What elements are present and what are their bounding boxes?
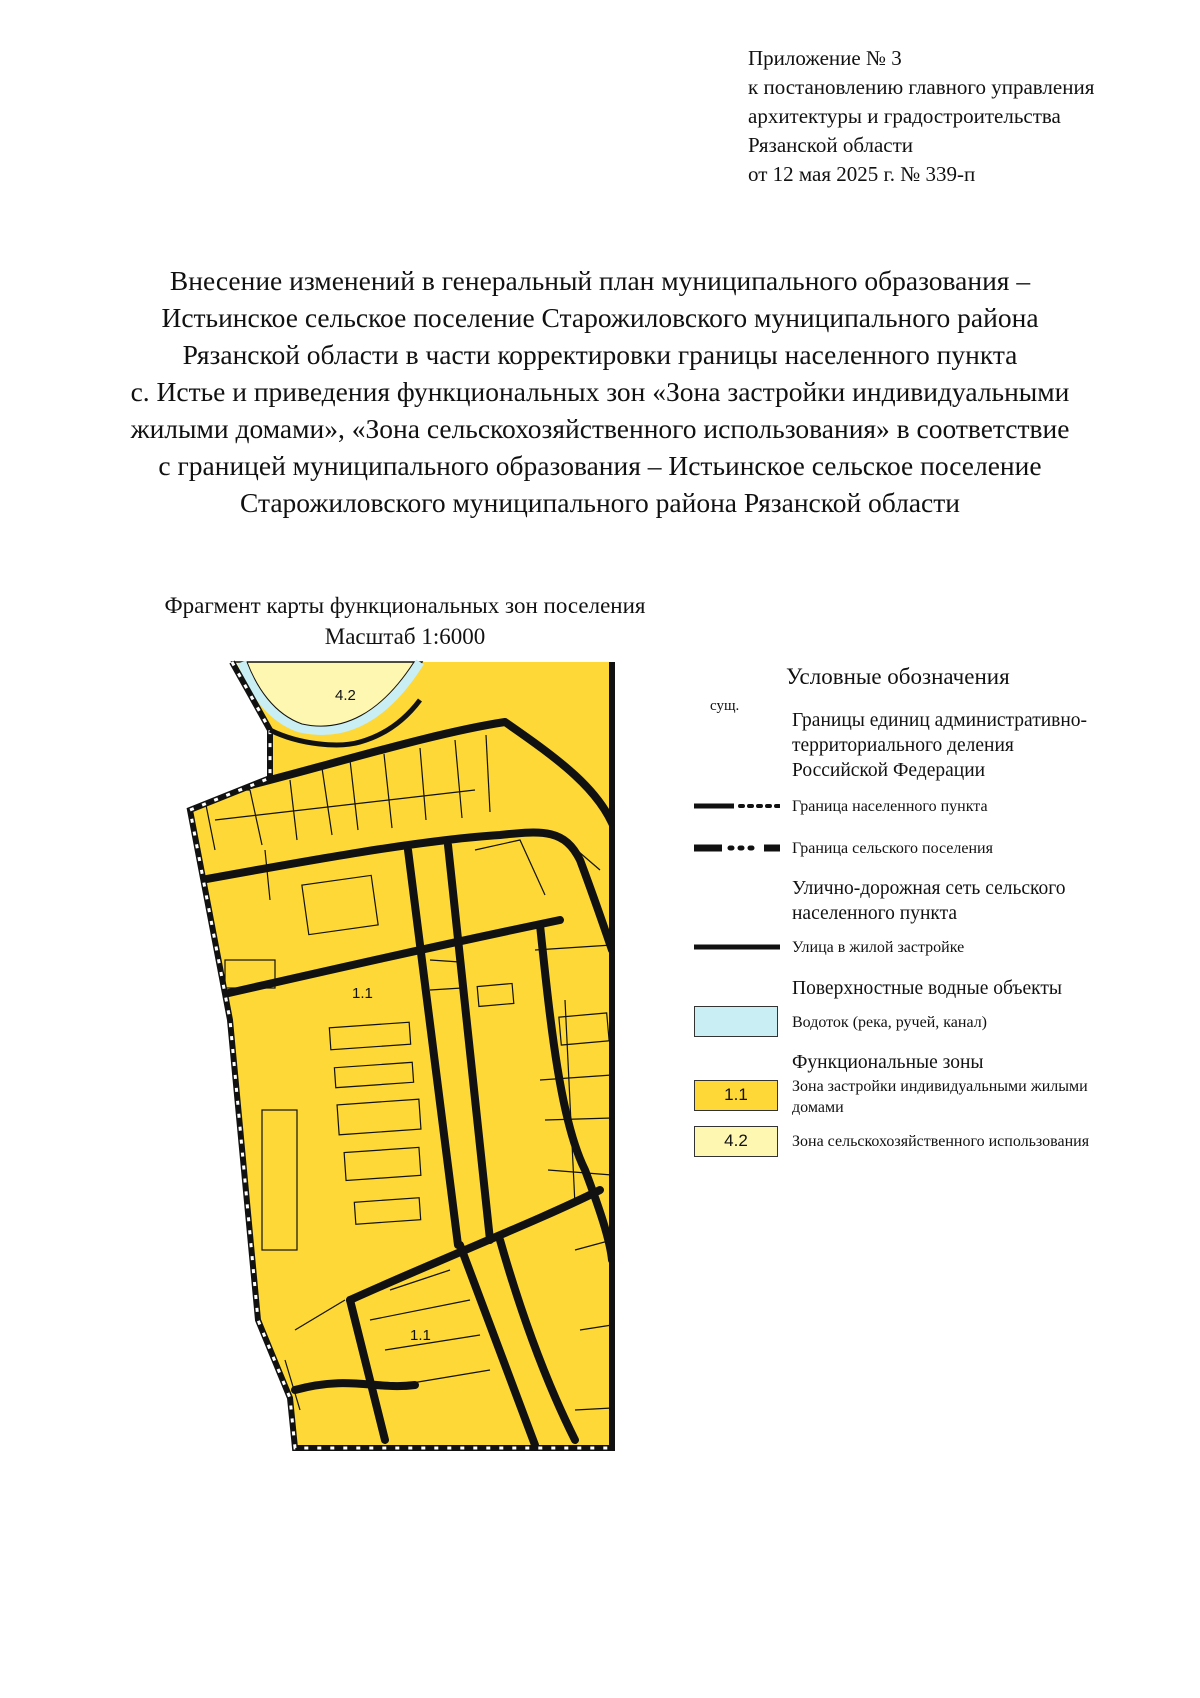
legend-item-line: Зона застройки индивидуальными жилыми bbox=[792, 1078, 1088, 1095]
legend-zone-residential bbox=[792, 1076, 1088, 1118]
legend-watercourse: Водоток (река, ручей, канал) bbox=[792, 1014, 988, 1031]
zone-label-agri: 4.2 bbox=[335, 687, 356, 704]
legend-title: Условные обозначения bbox=[786, 664, 1010, 689]
legend-heading-line: Российской Федерации bbox=[792, 760, 986, 781]
zone-residential-swatch: 1.1 bbox=[694, 1080, 778, 1111]
title-line: Истьинское сельское поселение Старожиловского муниципального района bbox=[161, 302, 1039, 333]
appendix-region: Рязанской области bbox=[748, 133, 914, 157]
appendix-authority: архитектуры и градостроительства bbox=[748, 104, 1061, 128]
legend-road-heading bbox=[792, 876, 1066, 926]
legend-zones-heading: Функциональные зоны bbox=[792, 1052, 984, 1073]
title-line: Внесение изменений в генеральный план муниципального образования – bbox=[169, 265, 1031, 296]
legend-street: Улица в жилой застройке bbox=[792, 939, 965, 956]
title-line: с границей муниципального образования – Истьинское сельское поселение bbox=[158, 450, 1042, 481]
legend-zone-agri: Зона сельскохозяйственного использования bbox=[792, 1133, 1090, 1150]
residential-zone-area bbox=[190, 662, 612, 1448]
title-line: жилыми домами», «Зона сельскохозяйственного использования» в соответствие bbox=[130, 413, 1070, 444]
title-line: Старожиловского муниципального района Рязанской области bbox=[240, 487, 960, 518]
legend-item-line: домами bbox=[792, 1099, 844, 1116]
rural-boundary-symbol bbox=[692, 842, 780, 854]
legend-admin-heading bbox=[792, 708, 1087, 783]
watercourse-swatch bbox=[694, 1006, 778, 1037]
legend-heading-line: Улично-дорожная сеть сельского bbox=[792, 878, 1066, 899]
zone-label-residential: 1.1 bbox=[410, 1327, 431, 1344]
appendix-date: от 12 мая 2025 г. № 339-п bbox=[748, 162, 976, 186]
legend-water-heading: Поверхностные водные объекты bbox=[792, 978, 1063, 999]
residential-zone-fill bbox=[190, 662, 612, 1448]
legend-heading-line: Границы единиц административно- bbox=[792, 710, 1088, 731]
legend-settlement-boundary: Граница населенного пункта bbox=[792, 798, 988, 815]
legend-heading-line: населенного пункта bbox=[792, 903, 958, 924]
legend-existing-tag: сущ. bbox=[710, 698, 740, 714]
settlement-boundary-symbol bbox=[692, 800, 780, 812]
appendix-ref: к постановлению главного управления bbox=[748, 75, 1095, 99]
street-symbol bbox=[692, 941, 780, 953]
title-line: с. Истье и приведения функциональных зон «Зона застройки индивидуальными bbox=[130, 376, 1070, 407]
title-line: Рязанской области в части корректировки границы населенного пункта bbox=[182, 339, 1018, 370]
map-scale: Масштаб 1:6000 bbox=[324, 624, 486, 649]
legend-heading-line: территориального деления bbox=[792, 735, 1014, 756]
appendix-number: Приложение № 3 bbox=[748, 46, 902, 70]
zone-label-residential: 1.1 bbox=[352, 985, 373, 1002]
legend-rural-boundary: Граница сельского поселения bbox=[792, 840, 993, 857]
map-caption-title: Фрагмент карты функциональных зон поселения bbox=[164, 593, 646, 618]
zone-agri-swatch: 4.2 bbox=[694, 1126, 778, 1157]
